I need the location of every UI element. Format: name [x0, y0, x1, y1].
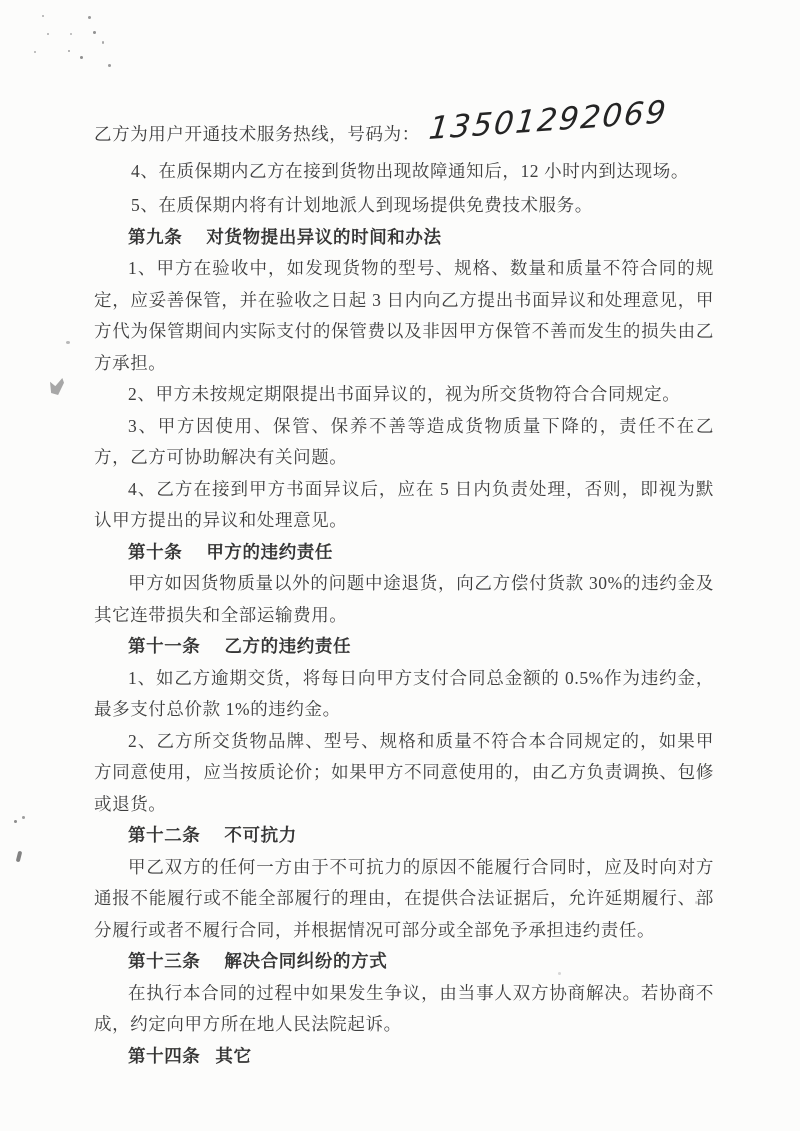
scan-speck	[34, 51, 36, 53]
clause11-para-1: 1、如乙方逾期交货，将每日向甲方支付合同总金额的 0.5%作为违约金，最多支付总价款 1%的违约金。	[94, 667, 714, 719]
handwritten-phone-number: 13501292069	[426, 94, 670, 148]
clause11-para-2: 2、乙方所交货物品牌、型号、规格和质量不符合本合同规定的，如果甲方同意使用，应当按质论价；如果甲方不同意使用的，由乙方负责调换、包修或退货。	[94, 730, 714, 814]
clause13-heading	[94, 946, 714, 978]
scan-speck	[66, 341, 70, 344]
clause14-number: 第十四条	[128, 1045, 201, 1066]
clause10-heading	[94, 537, 714, 569]
scan-smudge	[50, 378, 64, 395]
warranty-item-5: 5、在质保期内将有计划地派人到现场提供免费技术服务。	[131, 195, 593, 215]
scan-speck	[88, 16, 91, 19]
clause11-heading	[94, 631, 714, 663]
clause9-title: 对货物提出异议的时间和办法	[206, 226, 442, 247]
scan-speck	[93, 31, 96, 34]
clause9-para-1: 1、甲方在验收中，如发现货物的型号、规格、数量和质量不符合同的规定，应妥善保管，并在验收之日起 3 日内向乙方提出书面异议和处理意见，甲方代为保管期间内实际支付的保管费以及非因甲方保管不善而发生的损失由乙方承担。	[94, 258, 714, 373]
clause13-para-1: 在执行本合同的过程中如果发生争议，由当事人双方协商解决。若协商不成，约定向甲方所在地人民法院起诉。	[94, 982, 714, 1034]
clause11-number: 第十一条	[128, 636, 201, 656]
clause14-title: 其它	[215, 1045, 252, 1066]
clause12-heading	[94, 820, 714, 852]
scan-speck	[70, 33, 72, 35]
clause12-title: 不可抗力	[224, 825, 297, 845]
clause10-number: 第十条	[128, 541, 183, 562]
scan-speck	[80, 56, 83, 59]
contract-body	[94, 94, 714, 1072]
scan-speck	[47, 33, 49, 35]
scan-speck	[102, 41, 104, 44]
scan-speck	[42, 15, 44, 17]
clause13-number: 第十三条	[128, 951, 201, 971]
clause12-para-1: 甲乙双方的任何一方由于不可抗力的原因不能履行合同时，应及时向对方通报不能履行或不能全部履行的理由，在提供合法证据后，允许延期履行、部分履行或者不履行合同，并根据情况可部分或全部免予承担违约责任。	[94, 856, 714, 940]
clause9-number: 第九条	[128, 226, 183, 247]
hotline-text: 乙方为用户开通技术服务热线，号码为：	[94, 124, 420, 144]
clause12-number: 第十二条	[128, 825, 201, 845]
clause9-para-4: 4、乙方在接到甲方书面异议后，应在 5 日内负责处理，否则，即视为默认甲方提出的异议和处理意见。	[94, 478, 714, 530]
scan-speck	[22, 816, 25, 819]
warranty-item-4: 4、在质保期内乙方在接到货物出现故障通知后，12 小时内到达现场。	[131, 160, 689, 181]
clause9-para-3: 3、甲方因使用、保管、保养不善等造成货物质量下降的，责任不在乙方，乙方可协助解决有关问题。	[94, 415, 714, 467]
clause10-para-1: 甲方如因货物质量以外的问题中途退货，向乙方偿付货款 30%的违约金及其它连带损失和全部运输费用。	[94, 573, 714, 625]
clause13-title: 解决合同纠纷的方式	[224, 951, 388, 971]
clause10-title: 甲方的违约责任	[206, 541, 334, 562]
scan-speck	[108, 64, 111, 67]
scan-speck	[14, 820, 17, 823]
scan-speck	[68, 50, 70, 52]
hotline-line	[94, 94, 714, 151]
clause14-heading	[94, 1041, 714, 1073]
clause9-heading	[94, 222, 714, 254]
clause11-title: 乙方的违约责任	[224, 636, 352, 656]
clause9-para-2: 2、甲方未按规定期限提出书面异议的，视为所交货物符合合同规定。	[128, 384, 681, 404]
scan-smudge	[16, 851, 23, 863]
